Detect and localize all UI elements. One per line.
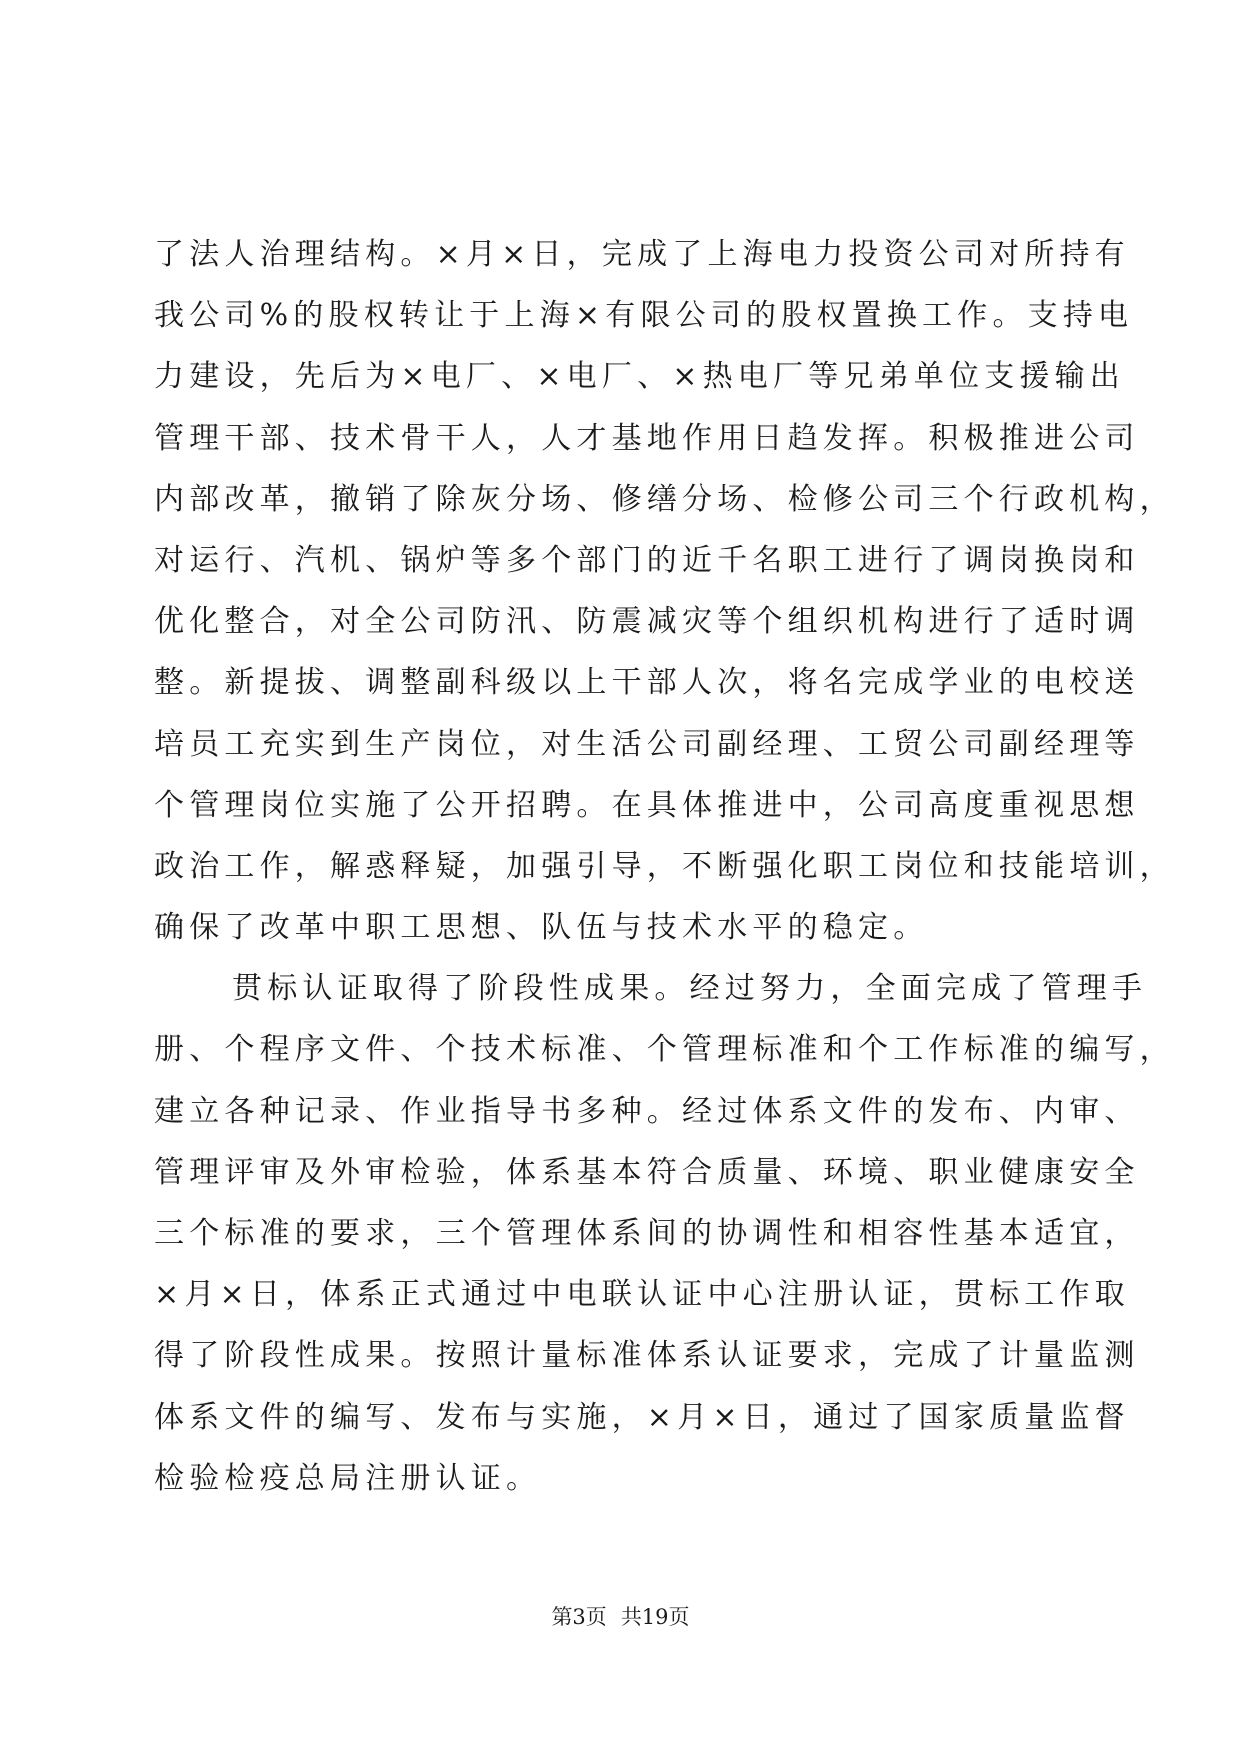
text-line: 三个标准的要求，三个管理体系间的协调性和相容性基本适宜， [154, 1216, 1140, 1251]
page-total: 共19页 [620, 1605, 690, 1629]
text-line: 册、个程序文件、个技术标准、个管理标准和个工作标准的编写， [154, 1032, 1175, 1068]
text-line: 确保了改革中职工思想、队伍与技术水平的稳定。 [154, 910, 929, 946]
text-line: 培员工充实到生产岗位，对生活公司副经理、工贸公司副经理等 [154, 726, 1140, 762]
text-line: 了法人治理结构。×月×日，完成了上海电力投资公司对所持有 [154, 237, 1130, 272]
text-line: 政治工作，解惑释疑，加强引导，不断强化职工岗位和技能培训， [154, 848, 1175, 884]
text-line: 对运行、汽机、锅炉等多个部门的近千名职工进行了调岗换岗和 [154, 542, 1140, 578]
document-body [154, 224, 1175, 1509]
text-line: 管理干部、技术骨干人，人才基地作用日趋发挥。积极推进公司 [154, 420, 1140, 456]
text-line: 力建设，先后为×电厂、×电厂、×热电厂等兄弟单位支援输出 [154, 359, 1126, 395]
text-line: 建立各种记录、作业指导书多种。经过体系文件的发布、内审、 [154, 1093, 1140, 1129]
text-line: 得了阶段性成果。按照计量标准体系认证要求，完成了计量监测 [154, 1338, 1140, 1374]
page-footer [0, 1602, 1241, 1632]
text-line: 检验检疫总局注册认证。 [154, 1460, 542, 1496]
text-line: 整。新提拔、调整副科级以上干部人次，将名完成学业的电校送 [154, 665, 1140, 701]
text-line: 优化整合，对全公司防汛、防震减灾等个组织机构进行了适时调 [154, 604, 1140, 640]
text-line: 内部改革，撤销了除灰分场、修缮分场、检修公司三个行政机构， [154, 481, 1175, 517]
text-line: 体系文件的编写、发布与实施，×月×日，通过了国家质量监督 [154, 1399, 1130, 1435]
page-number: 第3页 [551, 1605, 607, 1629]
text-line: 管理评审及外审检验，体系基本符合质量、环境、职业健康安全 [154, 1154, 1140, 1190]
text-line: ×月×日，体系正式通过中电联认证中心注册认证，贯标工作取 [154, 1277, 1130, 1313]
paragraph-start-line: 贯标认证取得了阶段性成果。经过努力，全面完成了管理手 [232, 971, 1148, 1007]
text-line: 我公司%的股权转让于上海×有限公司的股权置换工作。支持电 [154, 298, 1134, 334]
text-line: 个管理岗位实施了公开招聘。在具体推进中，公司高度重视思想 [154, 787, 1140, 823]
